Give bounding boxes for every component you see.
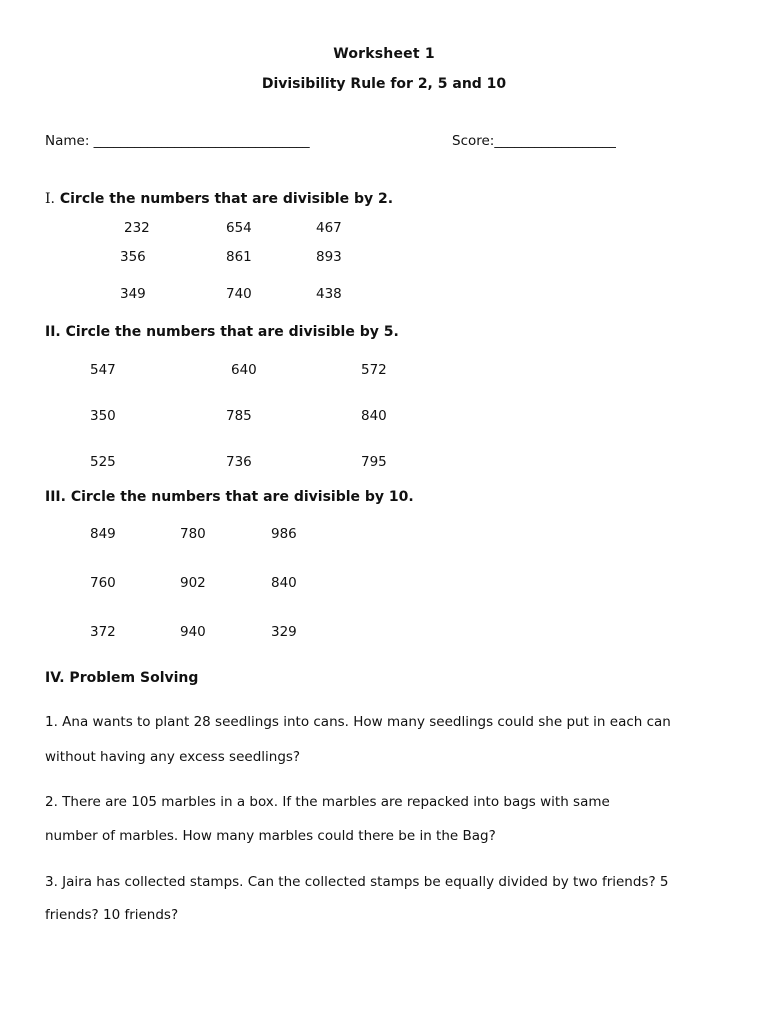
s2-number: 350 (90, 408, 116, 424)
s1-number: 861 (226, 249, 252, 265)
section-2-heading: II. Circle the numbers that are divisible by 5. (45, 324, 399, 340)
name-field: Name: ________________________________ (45, 133, 310, 149)
s3-number: 940 (180, 624, 206, 640)
s2-number: 640 (231, 362, 257, 378)
s3-number: 780 (180, 526, 206, 542)
s1-number: 740 (226, 286, 252, 302)
section-4-heading: IV. Problem Solving (45, 670, 199, 686)
section-1-instruction: Circle the numbers that are divisible by 2. (59, 191, 394, 207)
s3-number: 760 (90, 575, 116, 591)
s1-number: 467 (316, 220, 342, 236)
score-field: Score:__________________ (452, 133, 616, 149)
problem-1-line-1: 1. Ana wants to plant 28 seedlings into cans. How many seedlings could she put in each can (45, 714, 671, 730)
s3-number: 849 (90, 526, 116, 542)
s1-number: 438 (316, 286, 342, 302)
s1-number: 349 (120, 286, 146, 302)
problem-2-line-2: number of marbles. How many marbles could there be in the Bag? (45, 828, 496, 844)
s3-number: 902 (180, 575, 206, 591)
s2-number: 525 (90, 454, 116, 470)
s2-number: 736 (226, 454, 252, 470)
worksheet-title (0, 46, 768, 62)
problem-1-line-2: without having any excess seedlings? (45, 749, 301, 765)
section-3-heading: III. Circle the numbers that are divisible by 10. (45, 489, 414, 505)
section-1-heading (45, 191, 393, 207)
s3-number: 840 (271, 575, 297, 591)
s1-number: 654 (226, 220, 252, 236)
worksheet-subtitle: Divisibility Rule for 2, 5 and 10 (261, 76, 507, 92)
s3-number: 986 (271, 526, 297, 542)
s2-number: 785 (226, 408, 252, 424)
problem-3-line-1: 3. Jaira has collected stamps. Can the collected stamps be equally divided by two friends? 5 (45, 874, 669, 890)
s2-number: 547 (90, 362, 116, 378)
s2-number: 840 (361, 408, 387, 424)
s3-number: 329 (271, 624, 297, 640)
s3-number: 372 (90, 624, 116, 640)
problem-2-line-1: 2. There are 105 marbles in a box. If the marbles are repacked into bags with same (45, 794, 610, 810)
section-1-roman: I. (45, 191, 55, 207)
s1-number: 232 (124, 220, 150, 236)
problem-3-line-2: friends? 10 friends? (45, 907, 179, 923)
s2-number: 572 (361, 362, 387, 378)
s1-number: 356 (120, 249, 146, 265)
worksheet-title-text: Worksheet 1 (333, 46, 435, 62)
s2-number: 795 (361, 454, 387, 470)
s1-number: 893 (316, 249, 342, 265)
